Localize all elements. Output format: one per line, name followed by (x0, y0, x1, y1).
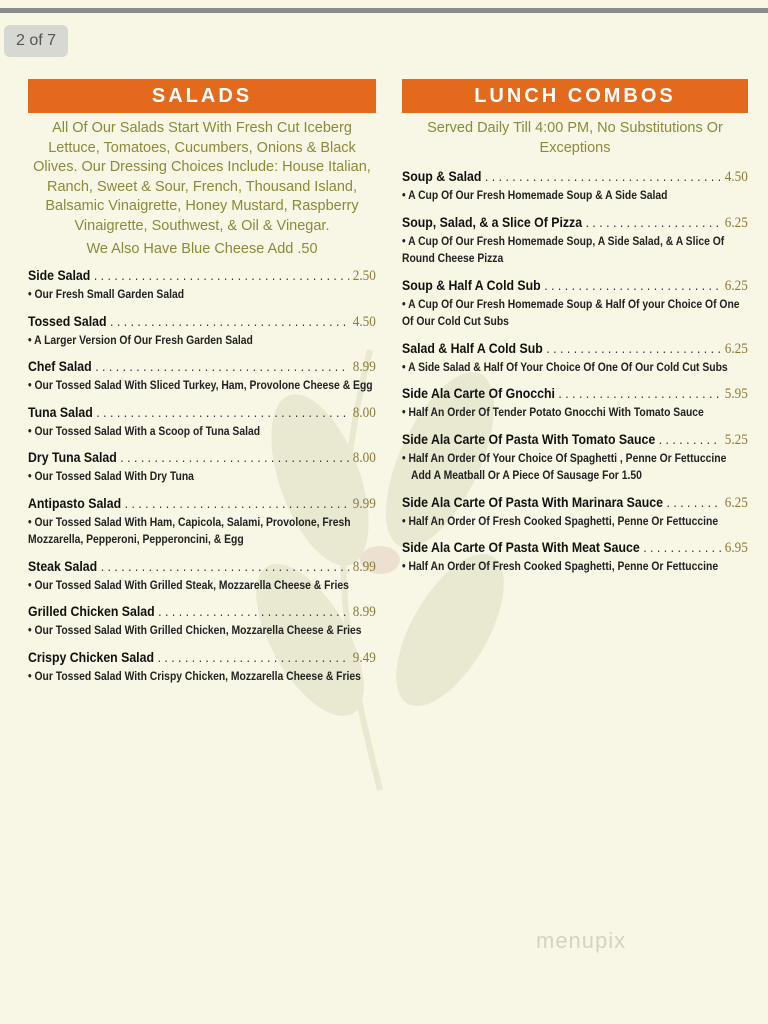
dot-leader (158, 603, 349, 619)
menu-item-price: 8.00 (352, 450, 376, 466)
menu-item-name: Soup & Half A Cold Sub (402, 276, 541, 293)
menu-item-description: • A Side Salad & Half Of Your Choice Of One Of Our Cold Cut Subs (402, 361, 728, 374)
menu-item (28, 358, 376, 396)
menu-item-header (28, 449, 376, 467)
menu-item-name: Steak Salad (28, 557, 98, 574)
dot-leader (158, 649, 350, 665)
salads-section (28, 79, 376, 694)
dot-leader (101, 558, 350, 574)
menu-item-price: 8.99 (352, 359, 376, 375)
menu-item-name: Soup & Salad (402, 168, 482, 184)
menu-item-description: • A Cup Of Our Fresh Homemade Soup & Half Of your Choice Of One Of Our Cold Cut Subs (402, 298, 740, 328)
dot-leader (558, 385, 721, 401)
menu-item-description: • Half An Order Of Fresh Cooked Spaghetti, Penne Or Fettuccine (402, 561, 719, 573)
menu-item-name: Grilled Chicken Salad (28, 603, 155, 619)
menu-item (28, 603, 376, 641)
menu-item-name: Dry Tuna Salad (28, 449, 117, 465)
menu-item-header (402, 539, 748, 557)
menu-item-header (402, 385, 748, 403)
lunch-combos-section (402, 79, 748, 585)
salads-banner: SALADS (28, 79, 376, 113)
menu-item-header (28, 358, 376, 376)
dot-leader (544, 277, 721, 293)
menu-item-price: 8.00 (352, 404, 376, 421)
menu-item-name: Soup, Salad, & a Slice Of Pizza (402, 213, 583, 230)
menu-item-header (28, 267, 376, 285)
menu-item-description: • Our Tossed Salad With a Scoop of Tuna Salad (28, 425, 261, 438)
menu-item-description: • Our Tossed Salad With Dry Tuna (28, 471, 194, 483)
page-indicator[interactable]: 2 of 7 (4, 25, 68, 57)
menu-item (402, 431, 748, 486)
menu-item-price: 4.50 (724, 169, 748, 185)
menu-item-name: Crispy Chicken Salad (28, 648, 154, 665)
top-rule (0, 8, 768, 13)
menu-item-header (28, 603, 376, 621)
menu-item (402, 494, 748, 532)
menu-item-price: 4.50 (352, 313, 376, 330)
menu-item-price: 9.99 (352, 495, 376, 512)
menu-item-description: • Half An Order Of Tender Potato Gnocchi With Tomato Sauce (402, 407, 704, 419)
menu-item-price: 6.25 (724, 340, 748, 357)
menu-item (28, 267, 376, 305)
dot-leader (120, 449, 349, 465)
dot-leader (125, 495, 350, 511)
menu-item-name: Salad & Half A Cold Sub (402, 339, 543, 356)
menu-item-header (28, 404, 376, 422)
menu-item-description: • A Larger Version Of Our Fresh Garden Salad (28, 334, 253, 347)
dot-leader (485, 168, 721, 184)
lunch-combos-intro: Served Daily Till 4:00 PM, No Substitutions Or Exceptions (427, 120, 723, 156)
menu-item-price: 6.95 (724, 540, 748, 556)
menu-item-name: Tuna Salad (28, 403, 93, 420)
dot-leader (667, 494, 722, 510)
menu-item-price: 5.25 (724, 431, 748, 448)
menu-item-header (28, 649, 376, 667)
menu-item-price: 9.49 (352, 649, 376, 666)
lunch-combos-list (402, 168, 748, 577)
menu-item (402, 385, 748, 423)
menu-item-header (402, 168, 748, 186)
menu-item-header (28, 495, 376, 513)
menu-item-name: Side Ala Carte Of Pasta With Meat Sauce (402, 539, 640, 555)
menu-item-header (402, 340, 748, 358)
menu-item (28, 649, 376, 687)
salads-intro: All Of Our Salads Start With Fresh Cut Iceberg Lettuce, Tomatoes, Cucumbers, Onions & Black Olives. Our Dressing Choices Include: House Italian, Ranch, Sweet & Sour, French, Thousand Island, Balsamic Vinaigrette, Honey Mustard, Raspberry Vinaigrette, Southwest, & Oil & Vinegar. (33, 120, 371, 234)
menu-item-name: Side Salad (28, 267, 91, 283)
menu-item-header (28, 313, 376, 331)
menu-item-name: Antipasto Salad (28, 494, 122, 511)
menu-item-price: 5.95 (724, 386, 748, 402)
menu-item-price: 6.25 (724, 494, 748, 511)
menu-item-description: • Our Tossed Salad With Ham, Capicola, Salami, Provolone, Fresh Mozzarella, Pepperoni, Pepperoncini, & Egg (28, 516, 351, 546)
menu-item-price: 6.25 (724, 214, 748, 231)
dot-leader (586, 214, 722, 230)
menu-item-description: • Our Tossed Salad With Crispy Chicken, Mozzarella Cheese & Fries (28, 670, 361, 683)
dot-leader (110, 313, 349, 329)
menu-item-name: Tossed Salad (28, 312, 107, 329)
menu-item-name: Chef Salad (28, 358, 92, 374)
dot-leader (643, 539, 721, 555)
menu-item (28, 558, 376, 596)
menu-item-description: • Half An Order Of Fresh Cooked Spaghetti, Penne Or Fettuccine (402, 515, 719, 528)
menu-item-header (402, 431, 748, 449)
menu-item (402, 539, 748, 577)
menu-item (28, 404, 376, 442)
menu-item-description: • Our Tossed Salad With Sliced Turkey, Ham, Provolone Cheese & Egg (28, 380, 373, 392)
menu-item-description: • A Cup Of Our Fresh Homemade Soup & A Side Salad (402, 190, 668, 202)
dot-leader (96, 404, 349, 420)
menu-item-note: Add A Meatball Or A Piece Of Sausage For 1.50 (411, 470, 642, 482)
salads-list (28, 267, 376, 686)
menu-item (402, 277, 748, 332)
menu-item-name: Side Ala Carte Of Pasta With Tomato Sauce (402, 430, 656, 447)
menu-item-description: • A Cup Of Our Fresh Homemade Soup, A Side Salad, & A Slice Of Round Cheese Pizza (402, 235, 725, 265)
dot-leader (94, 267, 349, 283)
salads-blue-cheese-note: We Also Have Blue Cheese Add .50 (86, 241, 318, 257)
dot-leader (659, 431, 722, 447)
dot-leader (95, 358, 349, 374)
dot-leader (546, 340, 721, 356)
menu-item-price: 8.99 (352, 604, 376, 620)
menu-item (28, 313, 376, 351)
menu-item (28, 495, 376, 550)
menu-item-description: • Half An Order Of Your Choice Of Spaghetti , Penne Or Fettuccine (402, 452, 727, 465)
menu-item-price: 8.99 (352, 558, 376, 575)
menu-item-price: 6.25 (724, 277, 748, 294)
lunch-combos-banner: LUNCH COMBOS (402, 79, 748, 113)
menu-item-description: • Our Tossed Salad With Grilled Steak, Mozzarella Cheese & Fries (28, 579, 349, 592)
menu-item-name: Side Ala Carte Of Gnocchi (402, 385, 555, 401)
menu-item (402, 214, 748, 269)
menu-item-header (402, 494, 748, 512)
menu-item (28, 449, 376, 487)
menu-item-description: • Our Tossed Salad With Grilled Chicken, Mozzarella Cheese & Fries (28, 625, 362, 637)
menu-item-header (402, 277, 748, 295)
menu-item-description: • Our Fresh Small Garden Salad (28, 289, 185, 301)
brand-watermark: menupix (536, 928, 627, 953)
menu-item (402, 340, 748, 378)
menu-item (402, 168, 748, 206)
menu-item-header (28, 558, 376, 576)
menu-item-header (402, 214, 748, 232)
menu-item-name: Side Ala Carte Of Pasta With Marinara Sauce (402, 493, 663, 510)
menu-item-price: 2.50 (352, 268, 376, 284)
